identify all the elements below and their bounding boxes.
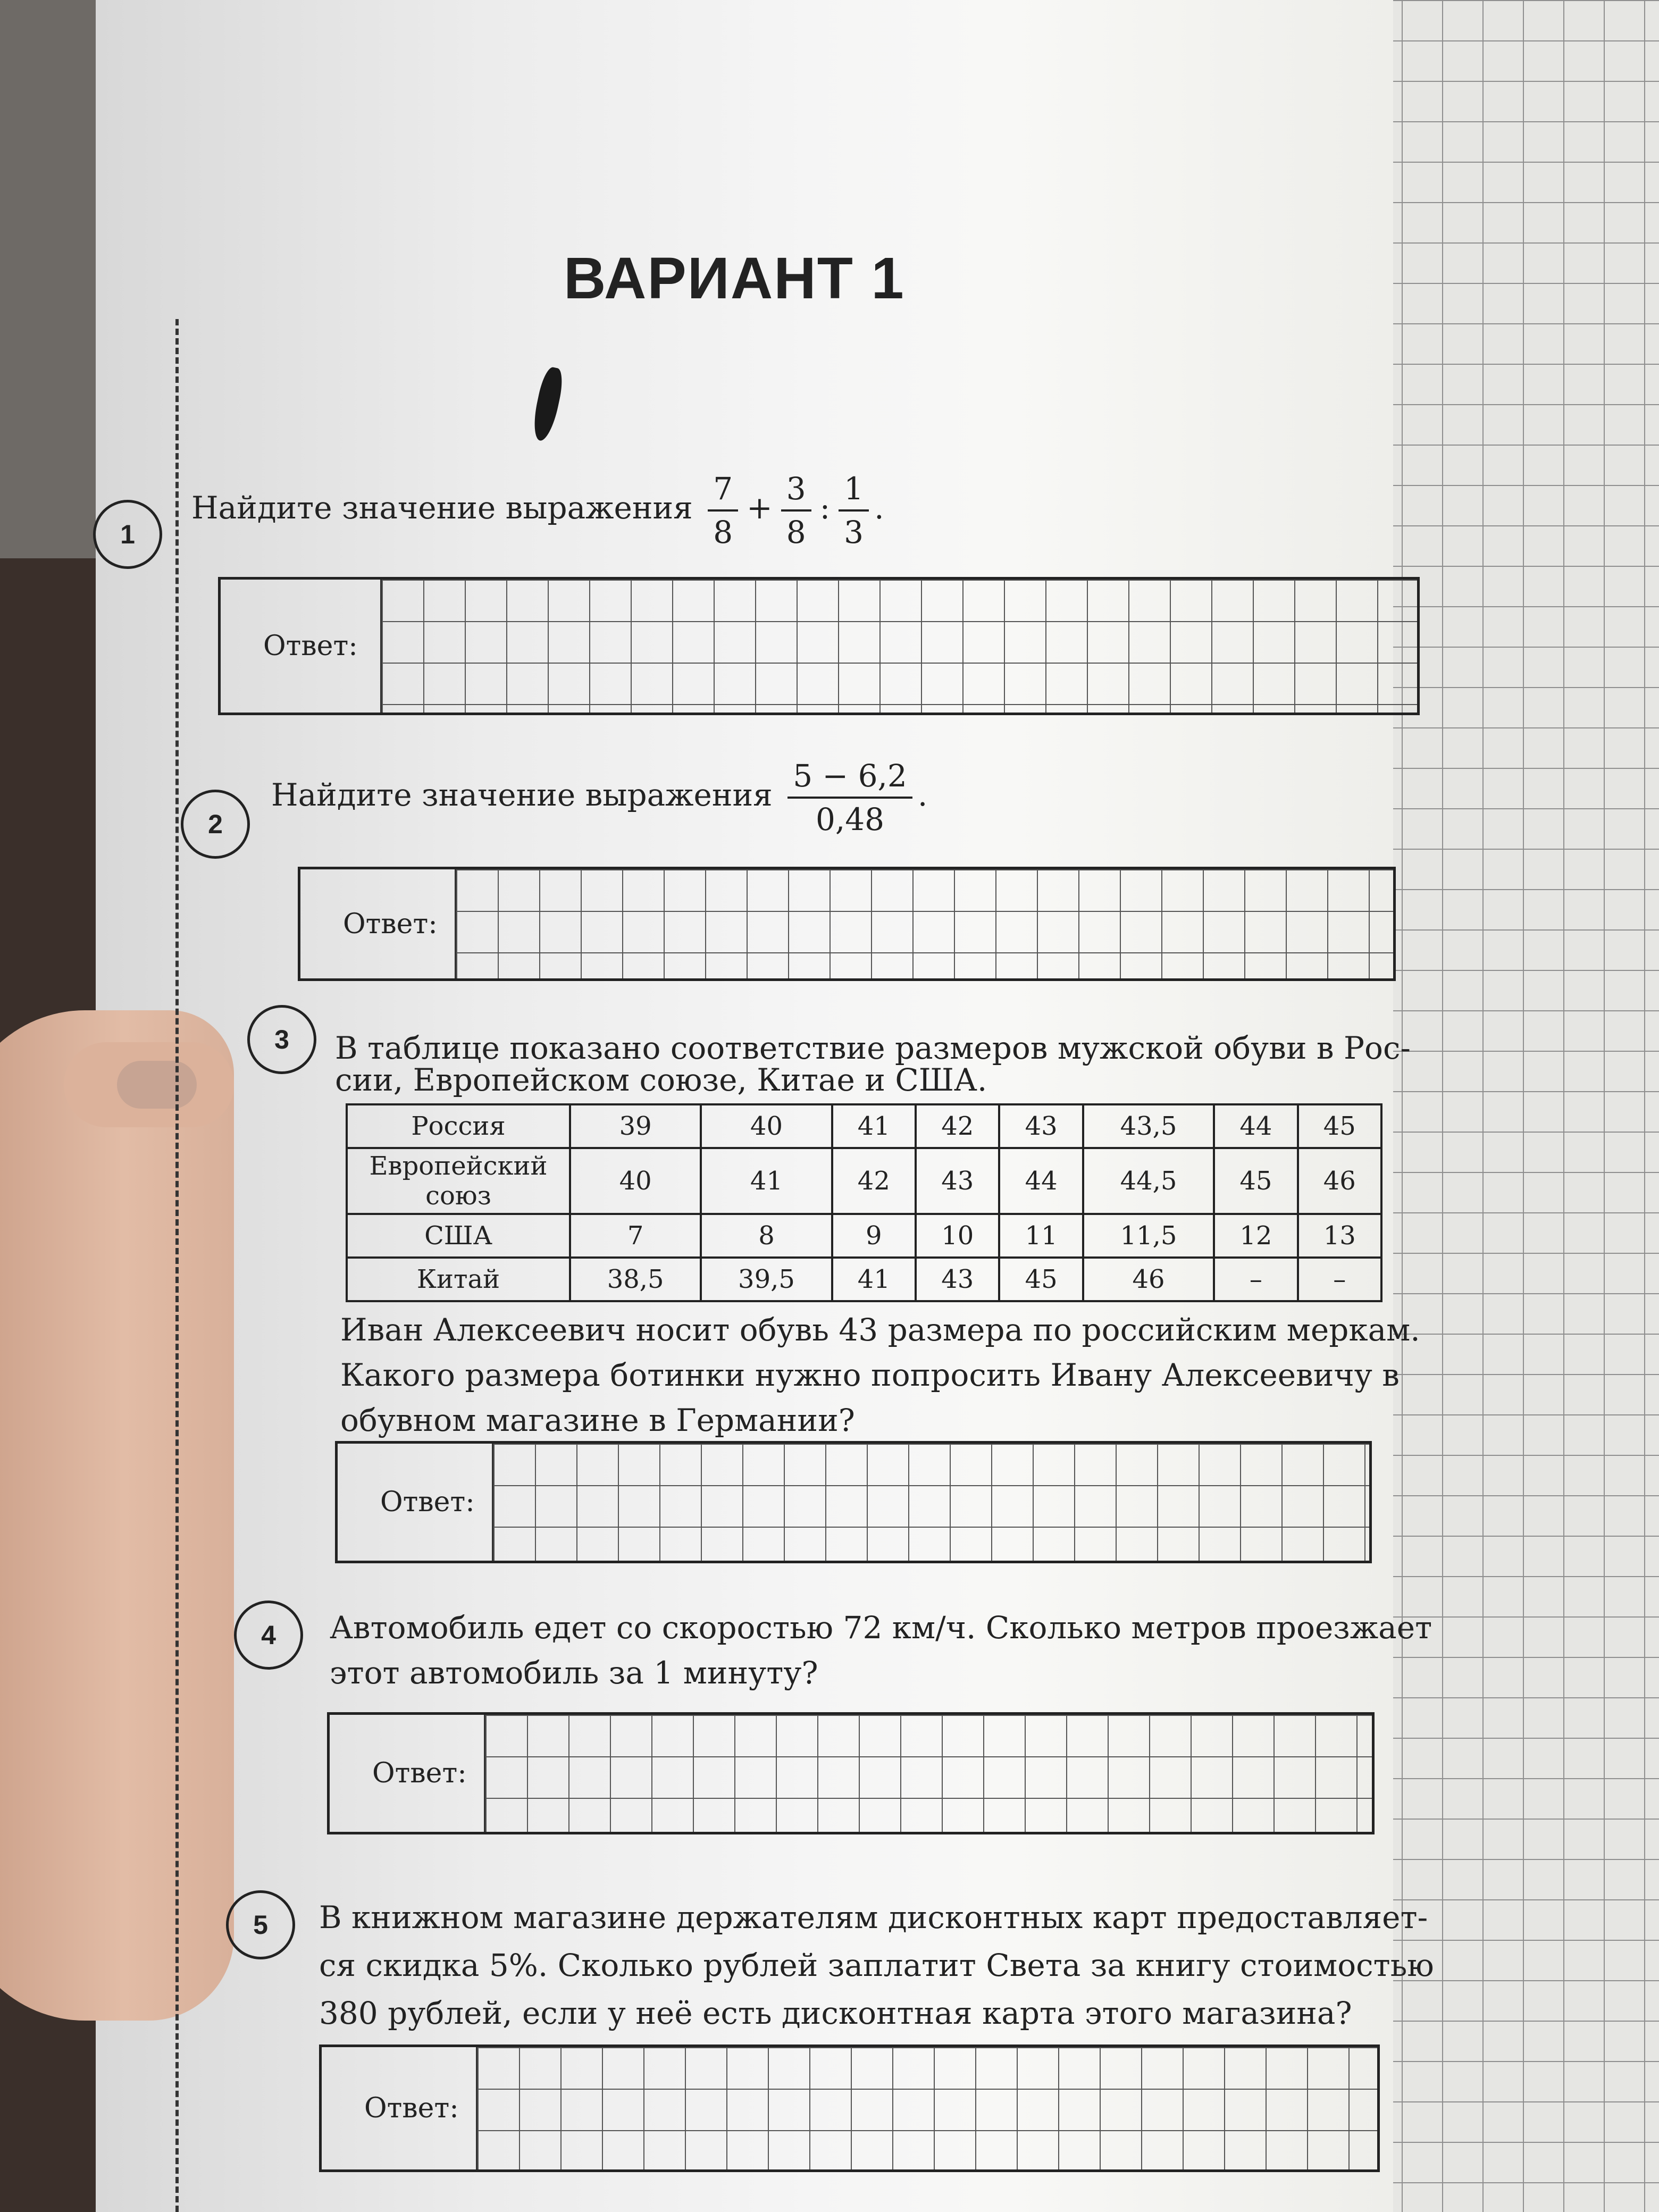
answer-label-4: Ответ:	[372, 1757, 467, 1789]
table-cell: 42	[916, 1104, 999, 1148]
answer-box-4[interactable]	[327, 1712, 1375, 1834]
answer-label-2: Ответ:	[343, 908, 438, 940]
table-cell: 40	[701, 1104, 832, 1148]
table-cell: 44	[999, 1148, 1083, 1214]
answer-box-5[interactable]	[319, 2045, 1380, 2172]
task-number-2: 2	[181, 790, 250, 859]
task-4-line-2: этот автомобиль за 1 минуту?	[330, 1655, 818, 1691]
table-cell: 10	[916, 1214, 999, 1258]
task-3-line-1: В таблице показано соответствие размеров мужской обуви в Рос-	[335, 1030, 1411, 1066]
task-5-line-3: 380 рублей, если у неё есть дисконтная карта этого магазина?	[319, 1995, 1352, 2031]
table-cell: 40	[570, 1148, 701, 1214]
answer-grid-1[interactable]	[380, 580, 1417, 713]
table-cell: 9	[832, 1214, 916, 1258]
table-cell: 39	[570, 1104, 701, 1148]
task-4-line-1: Автомобиль едет со скоростью 72 км/ч. Сколько метров проезжает	[330, 1610, 1432, 1646]
thumbnail	[117, 1061, 197, 1109]
table-cell: –	[1298, 1258, 1381, 1301]
task-number-4: 4	[234, 1601, 303, 1670]
task-1-text: Найдите значение выражения $\frac{7}{8}$ + $\frac{3}{8}$ : $\frac{1}{3}$ .	[191, 468, 884, 553]
fraction-b: $\frac{3}{8}$	[781, 468, 811, 553]
table-cell: 46	[1298, 1148, 1381, 1214]
table-row	[347, 1258, 1381, 1301]
table-cell: 46	[1083, 1258, 1214, 1301]
task-3-question-2: Какого размера ботинки нужно попросить Ивану Алексеевичу в	[340, 1357, 1400, 1393]
fraction-a: $\frac{7}{8}$	[708, 468, 738, 553]
answer-grid-2[interactable]	[455, 869, 1393, 978]
task-2-prompt: Найдите значение выражения	[271, 777, 773, 814]
fraction-c: $\frac{1}{3}$	[839, 468, 869, 553]
task-number-1: 1	[93, 500, 162, 569]
table-cell: 43,5	[1083, 1104, 1214, 1148]
table-cell: 8	[701, 1214, 832, 1258]
table-cell: –	[1214, 1258, 1297, 1301]
table-cell: 41	[832, 1104, 916, 1148]
table-cell: 11	[999, 1214, 1083, 1258]
hand-holding-sheet	[0, 1010, 234, 2021]
answer-box-1[interactable]	[218, 577, 1420, 715]
table-cell: 45	[1214, 1148, 1297, 1214]
shoe-size-table	[346, 1103, 1382, 1302]
table-cell: 12	[1214, 1214, 1297, 1258]
table-row	[347, 1214, 1381, 1258]
table-cell: 43	[916, 1148, 999, 1214]
table-cell: 13	[1298, 1214, 1381, 1258]
table-cell: 41	[832, 1258, 916, 1301]
table-cell: 38,5	[570, 1258, 701, 1301]
task-2-text: Найдите значение выражения $\frac{5 - 6,2}{0,48}$ .	[271, 755, 927, 840]
answer-grid-4[interactable]	[484, 1715, 1372, 1832]
table-cell: 39,5	[701, 1258, 832, 1301]
table-row-header: Европейский союз	[347, 1148, 570, 1214]
table-cell: 43	[916, 1258, 999, 1301]
table-row	[347, 1148, 1381, 1214]
task-3-line-2: сии, Европейском союзе, Китае и США.	[335, 1062, 987, 1098]
table-row-header: Китай	[347, 1258, 570, 1301]
task-1-prompt: Найдите значение выражения	[191, 490, 693, 526]
table-cell: 45	[1298, 1104, 1381, 1148]
task-5-line-1: В книжном магазине держателям дисконтных карт предоставляет-	[319, 1899, 1428, 1936]
table-cell: 45	[999, 1258, 1083, 1301]
dashed-cut-line	[175, 319, 179, 2212]
table-cell: 43	[999, 1104, 1083, 1148]
graph-paper-notebook	[1361, 0, 1659, 2212]
page-title: ВАРИАНТ 1	[564, 246, 905, 311]
table-cell: 11,5	[1083, 1214, 1214, 1258]
table-row-header: США	[347, 1214, 570, 1258]
table-cell: 7	[570, 1214, 701, 1258]
task-number-5: 5	[226, 1890, 295, 1959]
task-3-question-1: Иван Алексеевич носит обувь 43 размера по российским меркам.	[340, 1312, 1420, 1348]
table-row-header: Россия	[347, 1104, 570, 1148]
table-cell: 44	[1214, 1104, 1297, 1148]
task-number-3: 3	[247, 1005, 316, 1074]
table-row	[347, 1104, 1381, 1148]
task-5-line-2: ся скидка 5%. Сколько рублей заплатит Света за книгу стоимостью	[319, 1947, 1434, 1983]
table-cell: 44,5	[1083, 1148, 1214, 1214]
table-cell: 41	[701, 1148, 832, 1214]
answer-label-5: Ответ:	[364, 2092, 459, 2124]
answer-label-1: Ответ:	[263, 630, 358, 662]
fraction-task-2: $\frac{5 - 6,2}{0,48}$	[787, 755, 912, 840]
answer-grid-3[interactable]	[492, 1444, 1369, 1561]
answer-label-3: Ответ:	[380, 1486, 475, 1518]
table-cell: 42	[832, 1148, 916, 1214]
answer-grid-5[interactable]	[476, 2047, 1377, 2169]
answer-box-2[interactable]	[298, 867, 1396, 981]
answer-box-3[interactable]	[335, 1441, 1372, 1563]
task-3-question-3: обувном магазине в Германии?	[340, 1402, 855, 1438]
